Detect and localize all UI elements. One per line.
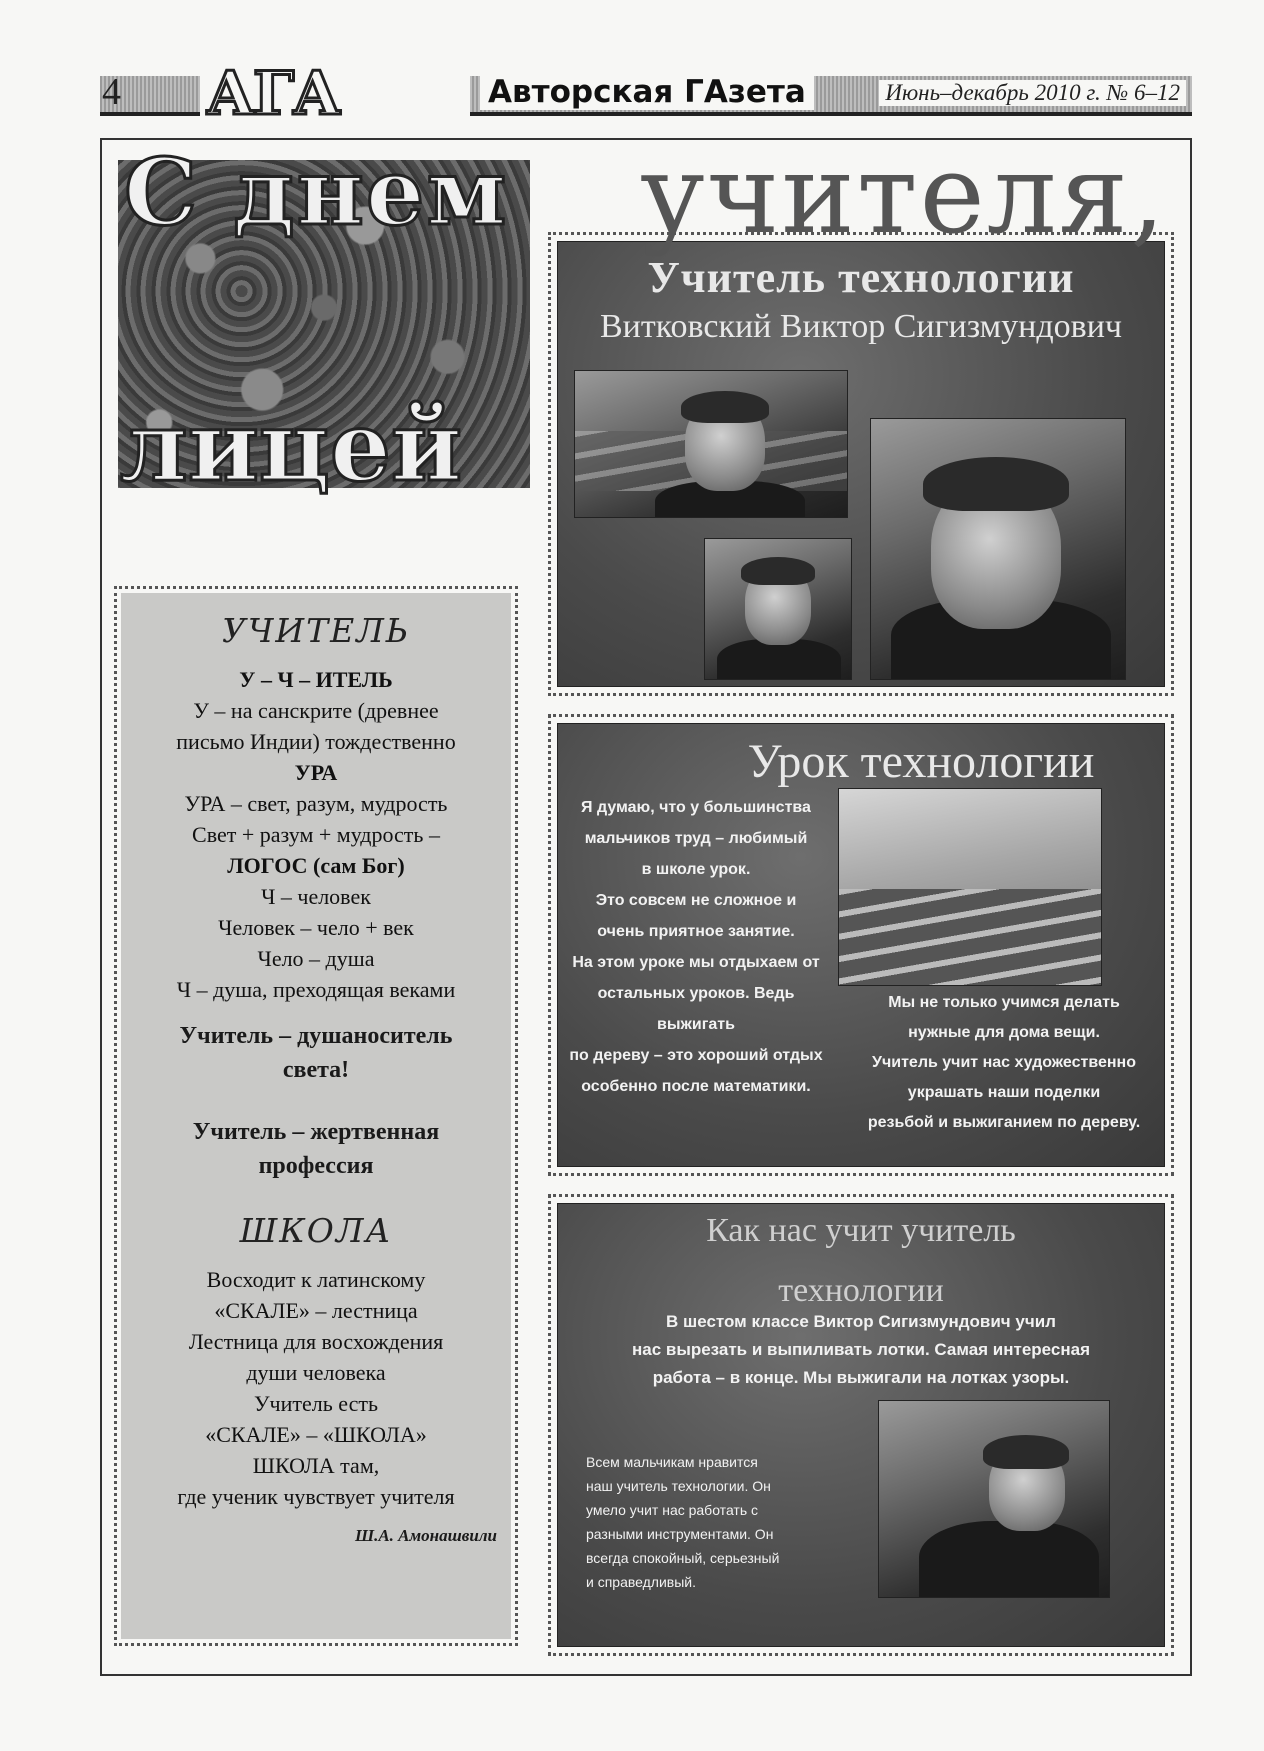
teacher-name: Витковский Виктор Сигизмундович [599,308,1123,345]
poem-line: письмо Индии) тождественно [176,729,456,754]
poem-line: УРА [294,760,338,785]
heading-teacher: УЧИТЕЛЬ [221,611,410,650]
text-line: Я думаю, что у большинства [581,799,811,816]
panel-teacher-title: Учитель технологии [647,253,1075,302]
text-line: работа – в конце. Мы выжигали на лотках узоры. [652,1368,1070,1387]
text-line: наш учитель технологии. Он [586,1478,771,1494]
poem-line: УРА – свет, разум, мудрость [184,791,448,816]
poem-school [121,1264,511,1512]
lesson-text-1 [558,792,834,1102]
heading-school: ШКОЛА [239,1211,393,1250]
how-text-1 [558,1308,1164,1392]
page-number: 4 [102,71,121,113]
text-line: остальных уроков. Ведь выжигать [597,985,795,1033]
title-part-2: учителя, [640,130,1167,258]
poem-line: Человек – чело + век [218,915,414,940]
poem-teacher [121,664,511,1005]
panel-how-title-line-1: Как нас учит учитель [706,1212,1016,1249]
poem-line: ЛОГОС (сам Бог) [227,853,405,878]
poem-line: ШКОЛА там, [252,1453,380,1478]
panel-lesson [548,714,1174,1176]
teacher-photo-3 [704,538,852,680]
motto-1: Учитель – душаноситель света! [179,1023,453,1083]
text-line: резьбой и выжиганием по дереву. [867,1114,1141,1131]
panel-teacher [548,232,1174,696]
text-line: мальчиков труд – любимый [584,830,808,847]
text-line: разными инструментами. Он [586,1526,774,1542]
poem-line: «СКАЛЕ» – «ШКОЛА» [205,1422,427,1447]
text-line: Мы не только учимся делать [888,994,1120,1011]
poem-line: Лестница для восхождения [188,1329,444,1354]
text-line: нужные для дома вещи. [908,1024,1100,1041]
text-line: всегда спокойный, серьезный [586,1550,780,1566]
poem-line: Восходит к латинскому [206,1267,426,1292]
page-header [100,59,1192,132]
poem-line: У – Ч – ИТЕЛЬ [239,667,393,692]
panel-how-teaches [548,1194,1174,1656]
text-line: особенно после математики. [581,1078,811,1095]
text-line: в школе урок. [641,861,751,878]
poem-line: Чело – душа [257,946,375,971]
text-line: Всем мальчикам нравится [586,1454,758,1470]
poem-line: Ч – душа, преходящая веками [176,977,456,1002]
panel-teacher-slide [557,241,1165,687]
teacher-definition-box [114,586,518,1646]
teacher-photo-1 [574,370,848,518]
issue-date: Июнь–декабрь 2010 г. № 6–12 [879,80,1186,106]
newspaper-logo: АГА [200,62,470,124]
teacher-at-work-photo [878,1400,1110,1598]
text-line: Учитель учит нас художественно [872,1054,1136,1071]
text-line: очень приятное занятие. [597,923,795,940]
text-line: украшать наши поделки [907,1084,1101,1101]
panel-lesson-title: Урок технологии [747,735,1095,788]
poem-line: У – на санскрите (древнее [193,698,439,723]
teacher-photo-2 [870,418,1126,680]
author-signature: Ш.А. Амонашвили [354,1526,497,1545]
panel-lesson-slide [557,723,1165,1167]
lesson-text-2 [834,988,1165,1138]
poem-line: Ч – человек [261,884,371,909]
poem-line: души человека [246,1360,386,1385]
text-line: умело учит нас работать с [586,1502,759,1518]
classroom-photo [838,788,1102,986]
motto-2: Учитель – жертвенная профессия [192,1119,440,1179]
teacher-definition-content [121,593,511,1639]
text-line: Это совсем не сложное и [595,892,797,909]
title-part-1: С днем [124,138,509,246]
poem-line: где ученик чувствует учителя [177,1484,455,1509]
newspaper-name: Авторская ГАзета [480,74,814,110]
text-line: по дереву – это хороший отдых [569,1047,823,1064]
poem-line: Свет + разум + мудрость – [192,822,440,847]
poem-line: «СКАЛЕ» – лестница [214,1298,418,1323]
text-line: В шестом классе Виктор Сигизмундович учил [666,1312,1056,1331]
panel-how-title-line-2: технологии [778,1272,944,1309]
text-line: нас вырезать и выпиливать лотки. Самая интересная [631,1340,1091,1359]
text-line: На этом уроке мы отдыхаем от [572,954,820,971]
how-text-2 [586,1450,836,1594]
panel-how-teaches-slide [557,1203,1165,1647]
text-line: и справедливый. [586,1574,696,1590]
poem-line: Учитель есть [253,1391,379,1416]
title-part-3: лицей [120,390,463,503]
